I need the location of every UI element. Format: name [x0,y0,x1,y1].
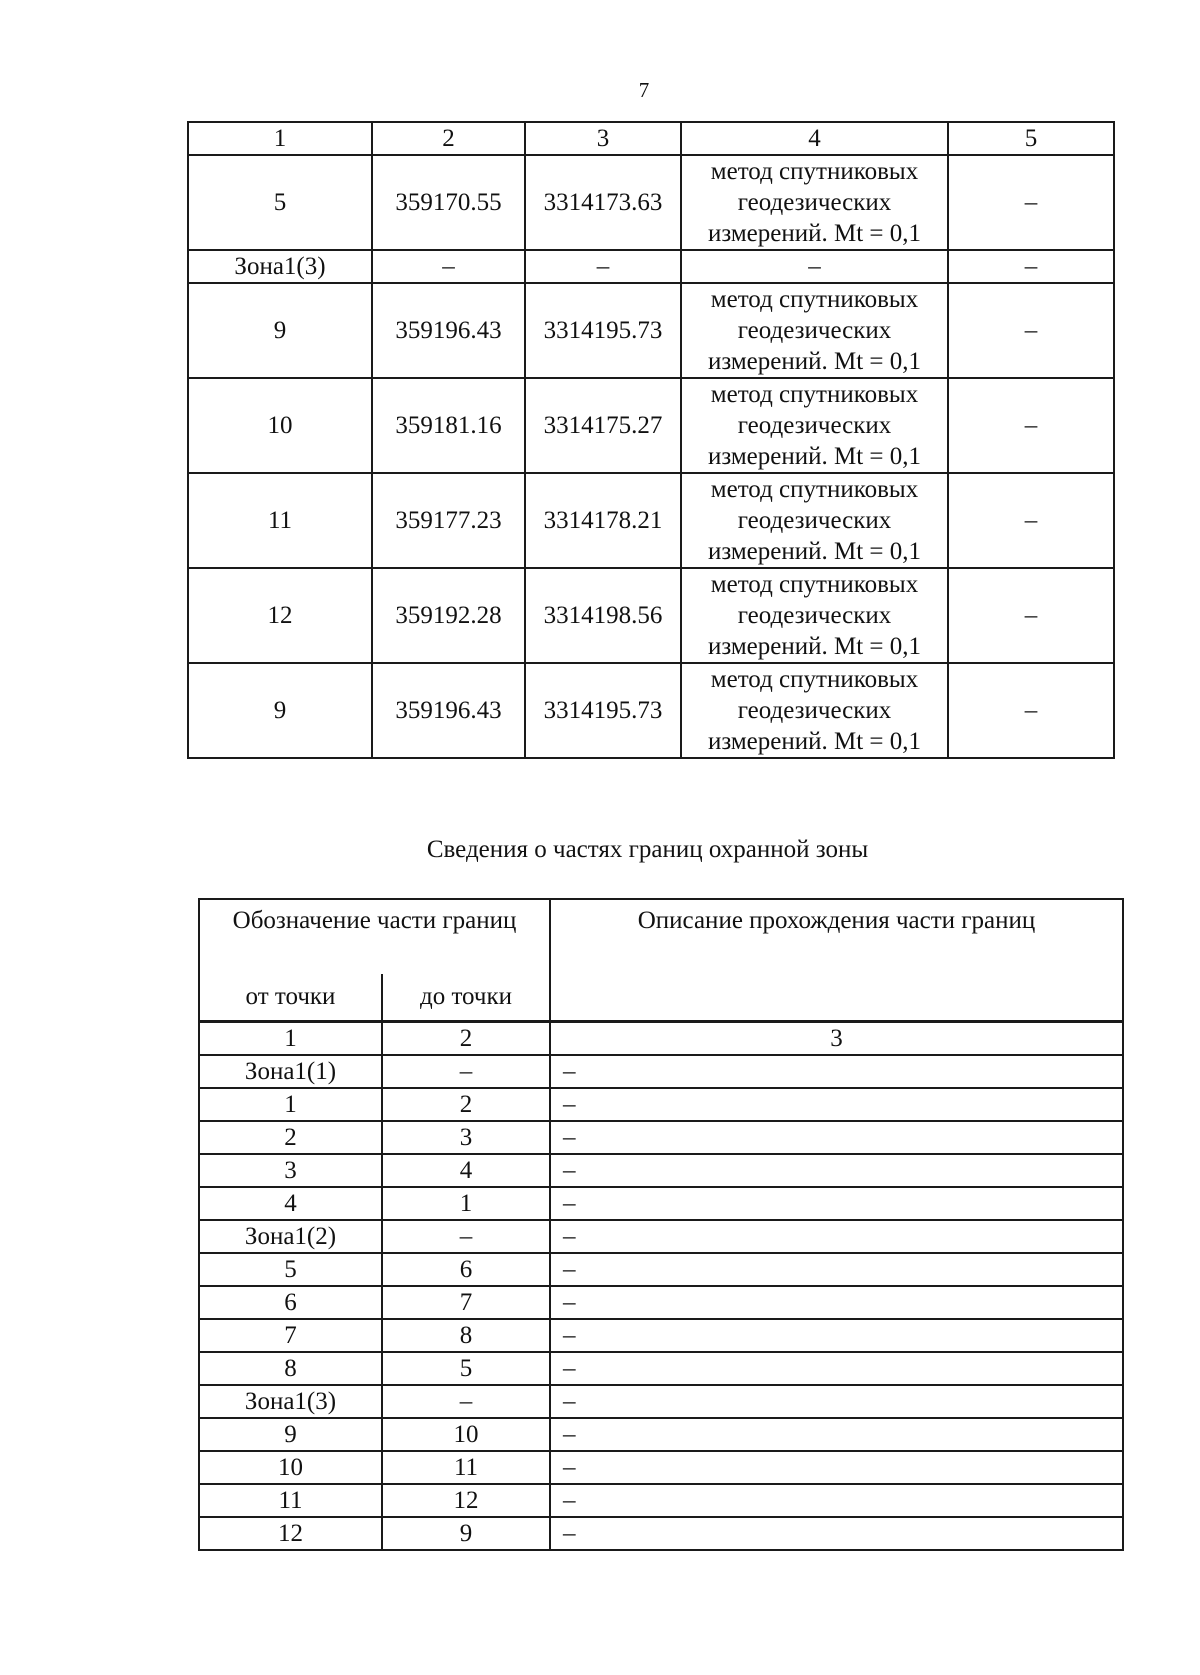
part-description-cell: – [550,1385,1123,1418]
method-cell [681,378,948,473]
from-point-cell: 6 [199,1286,382,1319]
method-line: геодезических [737,189,892,216]
from-point-cell: 5 [199,1253,382,1286]
column-number-cell: 3 [550,1022,1123,1056]
from-point-cell: Зона1(2) [199,1220,382,1253]
point-cell: 5 [188,155,372,250]
parts-row [199,1418,1123,1451]
part-description-cell: – [550,1088,1123,1121]
coordinates-row [188,663,1114,758]
column-number-cell: 2 [382,1022,550,1056]
coordinates-header-row [188,122,1114,155]
point-cell: 12 [188,568,372,663]
to-point-cell: 5 [382,1352,550,1385]
part-description-cell: – [550,1352,1123,1385]
part-description-cell: – [550,1187,1123,1220]
part-description-cell: – [550,1319,1123,1352]
x-coordinate-cell: – [372,250,525,283]
coordinates-row [188,250,1114,283]
part-description-cell: – [550,1517,1123,1550]
parts-row [199,1484,1123,1517]
method-line: измерений. Mt = 0,1 [707,443,922,470]
description-cell: – [948,250,1114,283]
point-cell: 10 [188,378,372,473]
to-point-cell: 12 [382,1484,550,1517]
point-cell: 9 [188,283,372,378]
x-coordinate-cell: 359196.43 [372,283,525,378]
coordinates-table [187,121,1115,759]
coordinates-row [188,378,1114,473]
to-point-cell: – [382,1220,550,1253]
to-point-header: до точки [382,974,550,1022]
point-cell: 11 [188,473,372,568]
coordinates-row [188,568,1114,663]
method-line: геодезических [737,317,892,344]
y-coordinate-cell: 3314195.73 [525,283,681,378]
method-line: метод спутниковых [710,571,919,598]
part-description-cell: – [550,1121,1123,1154]
description-cell: – [948,378,1114,473]
parts-row [199,1385,1123,1418]
description-cell: – [948,155,1114,250]
part-description-cell: – [550,1220,1123,1253]
y-coordinate-cell: 3314178.21 [525,473,681,568]
method-line: геодезических [737,412,892,439]
from-point-cell: 4 [199,1187,382,1220]
from-point-cell: 3 [199,1154,382,1187]
to-point-cell: – [382,1385,550,1418]
point-cell: 9 [188,663,372,758]
to-point-cell: 1 [382,1187,550,1220]
page-number: 7 [638,78,650,102]
column-number-cell: 1 [199,1022,382,1056]
point-cell: Зона1(3) [188,250,372,283]
y-coordinate-cell: 3314173.63 [525,155,681,250]
coordinates-header-cell: 3 [525,122,681,155]
x-coordinate-cell: 359181.16 [372,378,525,473]
designation-header: Обозначение части границ [199,899,550,974]
to-point-cell: 9 [382,1517,550,1550]
method-cell [681,283,948,378]
y-coordinate-cell: 3314195.73 [525,663,681,758]
coordinates-header-cell: 4 [681,122,948,155]
parts-row [199,1220,1123,1253]
method-line: геодезических [737,602,892,629]
method-line: метод спутниковых [710,286,919,313]
parts-header-row [199,899,1123,974]
from-point-cell: 1 [199,1088,382,1121]
to-point-cell: 8 [382,1319,550,1352]
part-description-cell: – [550,1286,1123,1319]
coordinates-row [188,473,1114,568]
to-point-cell: 2 [382,1088,550,1121]
from-point-cell: 12 [199,1517,382,1550]
method-cell [681,568,948,663]
to-point-cell: 4 [382,1154,550,1187]
from-point-cell: 11 [199,1484,382,1517]
method-line: измерений. Mt = 0,1 [707,348,922,375]
from-point-cell: 7 [199,1319,382,1352]
description-cell: – [948,283,1114,378]
from-point-header: от точки [199,974,382,1022]
method-line: измерений. Mt = 0,1 [707,728,922,755]
description-cell: – [948,568,1114,663]
parts-row [199,1055,1123,1088]
from-point-cell: 8 [199,1352,382,1385]
y-coordinate-cell: – [525,250,681,283]
section-title: Сведения о частях границ охранной зоны [426,836,869,863]
from-point-cell: Зона1(1) [199,1055,382,1088]
y-coordinate-cell: 3314198.56 [525,568,681,663]
part-description-cell: – [550,1418,1123,1451]
part-description-cell: – [550,1253,1123,1286]
to-point-cell: 6 [382,1253,550,1286]
method-line: метод спутниковых [710,381,919,408]
method-cell [681,155,948,250]
parts-row [199,1451,1123,1484]
method-cell [681,473,948,568]
to-point-cell: 10 [382,1418,550,1451]
method-line: геодезических [737,697,892,724]
method-line: измерений. Mt = 0,1 [707,538,922,565]
y-coordinate-cell: 3314175.27 [525,378,681,473]
coordinates-row [188,155,1114,250]
parts-row [199,1352,1123,1385]
from-point-cell: 2 [199,1121,382,1154]
parts-row [199,1517,1123,1550]
coordinates-row [188,283,1114,378]
x-coordinate-cell: 359196.43 [372,663,525,758]
part-description-cell: – [550,1451,1123,1484]
method-line: метод спутниковых [710,476,919,503]
part-description-cell: – [550,1055,1123,1088]
method-line: метод спутниковых [710,158,919,185]
parts-row [199,1319,1123,1352]
from-point-cell: 10 [199,1451,382,1484]
parts-column-number-row [199,1022,1123,1056]
parts-row [199,1253,1123,1286]
from-point-cell: Зона1(3) [199,1385,382,1418]
method-cell [681,663,948,758]
coordinates-header-cell: 5 [948,122,1114,155]
x-coordinate-cell: 359170.55 [372,155,525,250]
x-coordinate-cell: 359192.28 [372,568,525,663]
to-point-cell: 7 [382,1286,550,1319]
part-description-cell: – [550,1154,1123,1187]
method-line: измерений. Mt = 0,1 [707,220,922,247]
to-point-cell: 3 [382,1121,550,1154]
method-line: – [808,253,821,280]
part-description-cell: – [550,1484,1123,1517]
method-line: измерений. Mt = 0,1 [707,633,922,660]
coordinates-header-cell: 1 [188,122,372,155]
to-point-cell: 11 [382,1451,550,1484]
method-cell [681,250,948,283]
to-point-cell: – [382,1055,550,1088]
description-cell: – [948,663,1114,758]
parts-row [199,1088,1123,1121]
description-header: Описание прохождения части границ [550,899,1123,1022]
method-line: метод спутниковых [710,666,919,693]
method-line: геодезических [737,507,892,534]
boundary-parts-table [198,898,1124,1551]
parts-row [199,1154,1123,1187]
coordinates-header-cell: 2 [372,122,525,155]
parts-row [199,1187,1123,1220]
from-point-cell: 9 [199,1418,382,1451]
parts-row [199,1286,1123,1319]
description-cell: – [948,473,1114,568]
x-coordinate-cell: 359177.23 [372,473,525,568]
parts-row [199,1121,1123,1154]
